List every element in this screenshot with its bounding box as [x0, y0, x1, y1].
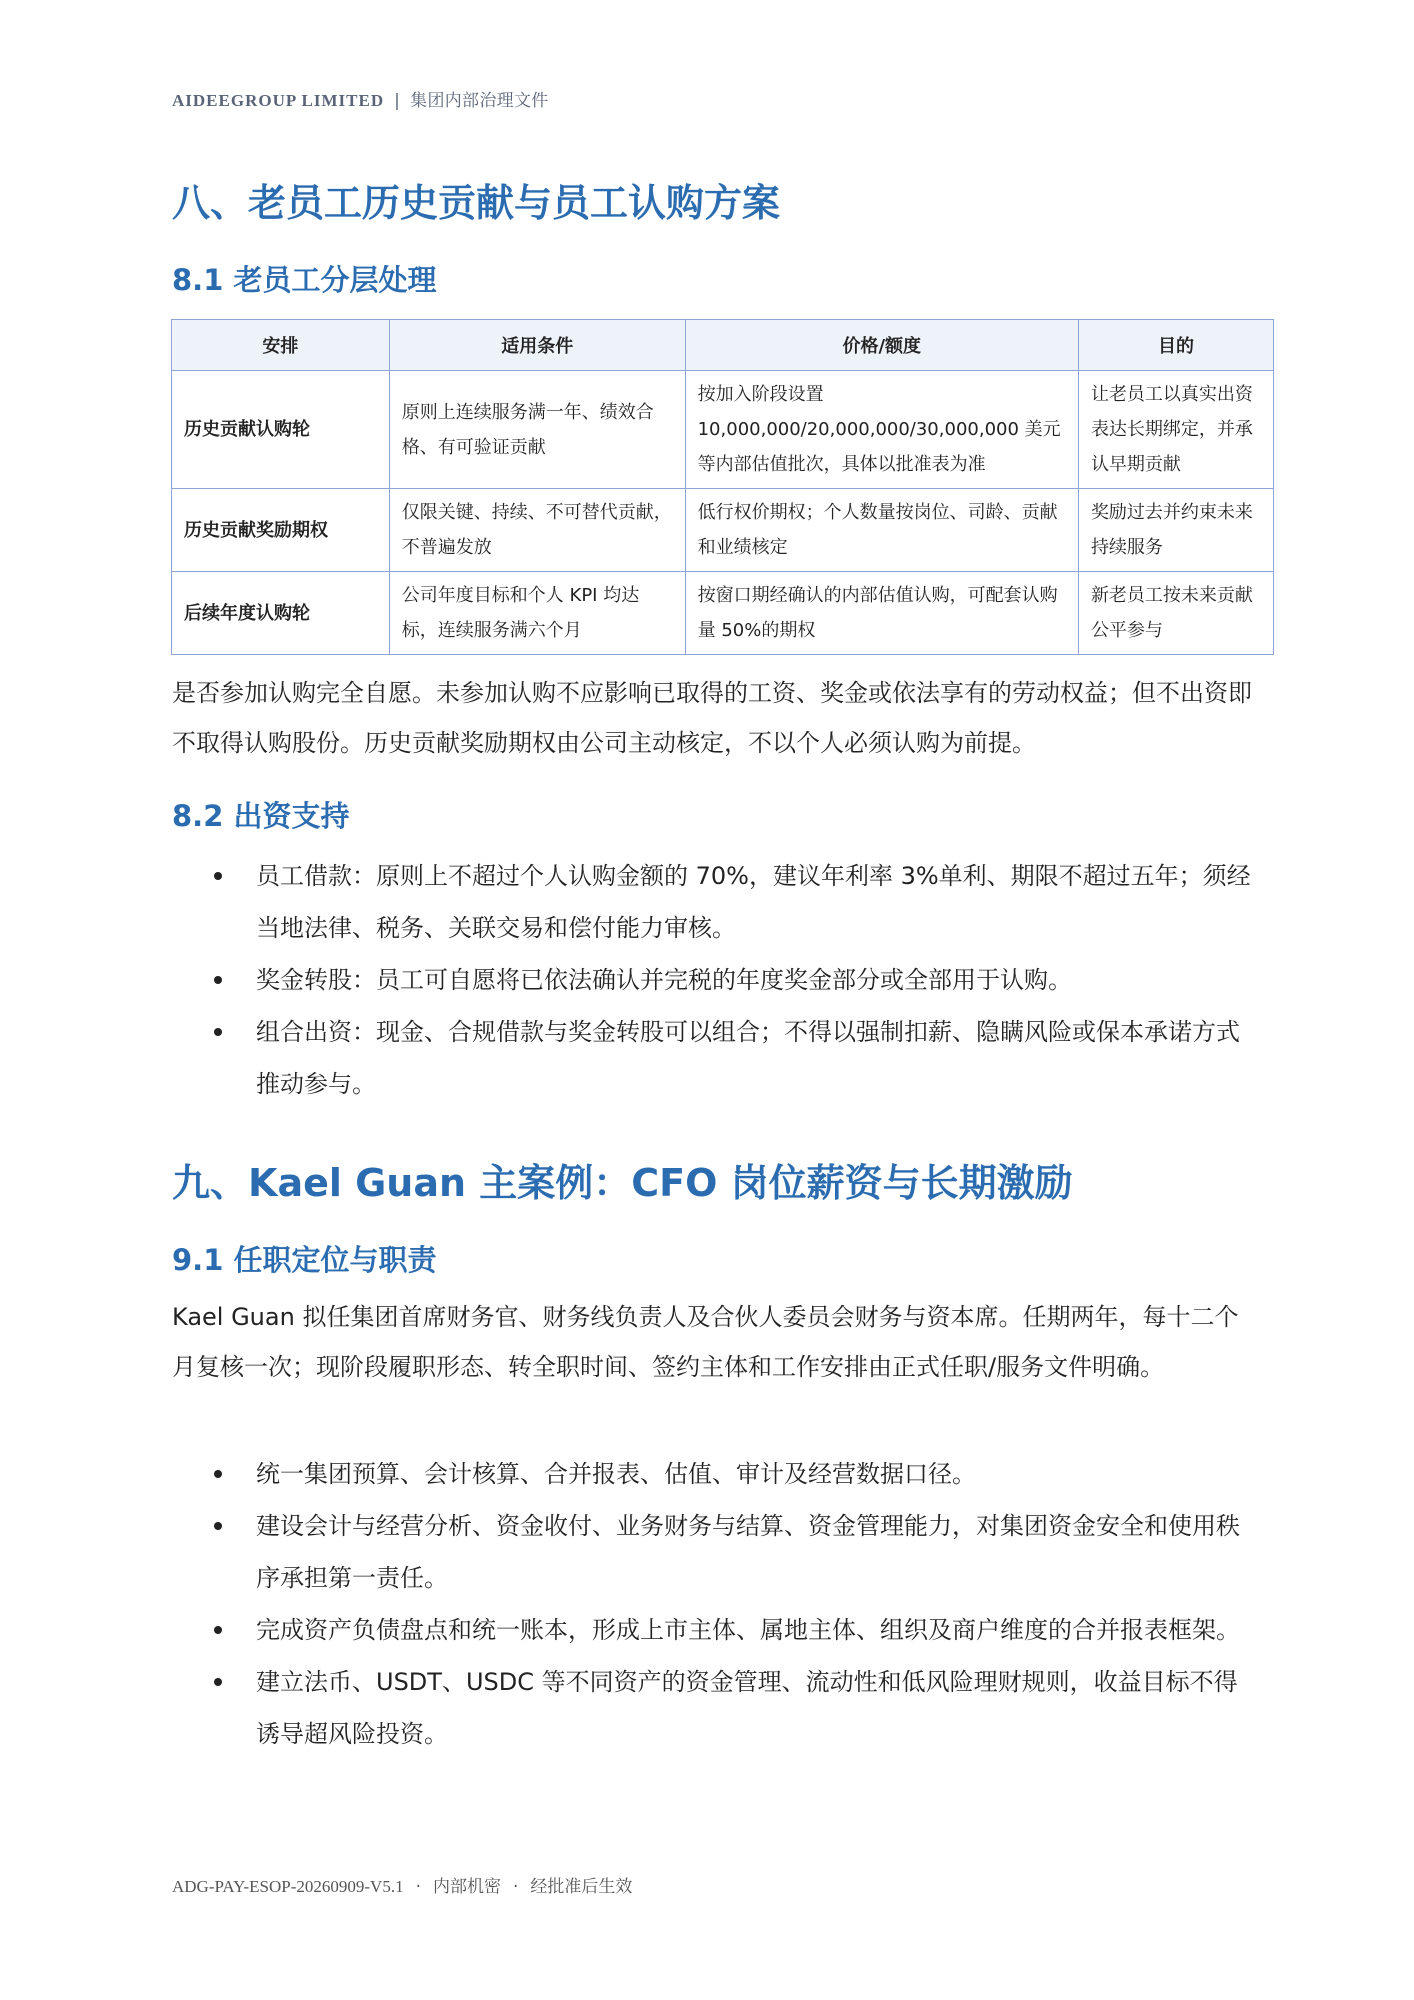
employee-layer-table — [171, 319, 1274, 655]
document-code: ADG-PAY-ESOP-20260909-V5.1 — [172, 1877, 404, 1896]
footer-separator: · — [512, 1877, 519, 1897]
table-header-cell: 适用条件 — [389, 320, 685, 371]
table-cell: 仅限关键、持续、不可替代贡献，不普遍发放 — [389, 489, 685, 572]
list-item — [172, 1500, 1252, 1604]
table-header-cell: 价格/额度 — [685, 320, 1078, 371]
header-separator: | — [394, 91, 401, 111]
effective-label: 经批准后生效 — [530, 1877, 633, 1897]
section-9-title: 九、Kael Guan 主案例：CFO 岗位薪资与长期激励 — [172, 1161, 1073, 1205]
table-cell: 历史贡献认购轮 — [172, 371, 390, 489]
table-cell: 低行权价期权；个人数量按岗位、司龄、贡献和业绩核定 — [685, 489, 1078, 572]
table-cell: 让老员工以真实出资表达长期绑定，并承认早期贡献 — [1078, 371, 1273, 489]
bullet-icon — [214, 1678, 222, 1686]
table-cell: 原则上连续服务满一年、绩效合格、有可验证贡献 — [389, 371, 685, 489]
table-cell: 后续年度认购轮 — [172, 572, 390, 655]
bullet-icon — [214, 1028, 222, 1036]
company-name: AIDEEGROUP LIMITED — [172, 91, 385, 110]
table-cell: 按加入阶段设置 10,000,000/20,000,000/30,000,000 美元等内部估值批次，具体以批准表为准 — [685, 371, 1078, 489]
doc-type: 集团内部治理文件 — [410, 91, 549, 111]
table-header-cell: 安排 — [172, 320, 390, 371]
table-cell: 公司年度目标和个人 KPI 均达标，连续服务满六个月 — [389, 572, 685, 655]
table-row — [172, 371, 1274, 489]
list-item — [172, 850, 1252, 954]
footer-separator: · — [415, 1877, 421, 1897]
table-cell: 奖励过去并约束未来持续服务 — [1078, 489, 1273, 572]
list-item-text: 建设会计与经营分析、资金收付、业务财务与结算、资金管理能力，对集团资金安全和使用秩序承担第一责任。 — [256, 1512, 1240, 1592]
bullet-icon — [214, 1470, 222, 1478]
list-item-text: 奖金转股：员工可自愿将已依法确认并完税的年度奖金部分或全部用于认购。 — [256, 966, 1072, 994]
page-footer — [172, 1872, 632, 1897]
list-item-text: 建立法币、USDT、USDC 等不同资产的资金管理、流动性和低风险理财规则，收益目标不得诱导超风险投资。 — [256, 1668, 1238, 1748]
table-header-row — [172, 320, 1274, 371]
list-item — [172, 1604, 1252, 1656]
section-8-2-title: 8.2 出资支持 — [172, 799, 350, 833]
bullet-icon — [214, 1626, 222, 1634]
bullet-icon — [214, 872, 222, 880]
section-8-1-title: 8.1 老员工分层处理 — [172, 263, 437, 297]
table-cell: 新老员工按未来贡献公平参与 — [1078, 572, 1273, 655]
list-item — [172, 1448, 1252, 1500]
participation-paragraph: 是否参加认购完全自愿。未参加认购不应影响已取得的工资、奖金或依法享有的劳动权益；但不出资即不取得认购股份。历史贡献奖励期权由公司主动核定，不以个人必须认购为前提。 — [172, 679, 1252, 757]
list-item-text: 组合出资：现金、合规借款与奖金转股可以组合；不得以强制扣薪、隐瞒风险或保本承诺方式推动参与。 — [256, 1018, 1240, 1098]
table-cell: 按窗口期经确认的内部估值认购，可配套认购量 50%的期权 — [685, 572, 1078, 655]
list-item-text: 员工借款：原则上不超过个人认购金额的 70%，建议年利率 3%单利、期限不超过五年；须经当地法律、税务、关联交易和偿付能力审核。 — [256, 862, 1251, 942]
section-9-1-title: 9.1 任职定位与职责 — [172, 1243, 437, 1277]
table-row — [172, 489, 1274, 572]
bullet-icon — [214, 1522, 222, 1530]
list-item-text: 完成资产负债盘点和统一账本，形成上市主体、属地主体、组织及商户维度的合并报表框架。 — [256, 1616, 1240, 1644]
table-cell: 历史贡献奖励期权 — [172, 489, 390, 572]
confidential-label: 内部机密 — [432, 1877, 501, 1897]
list-item — [172, 1006, 1252, 1110]
bullet-icon — [214, 976, 222, 984]
list-item — [172, 954, 1252, 1006]
funding-support-list — [172, 850, 1252, 1110]
list-item-text: 统一集团预算、会计核算、合并报表、估值、审计及经营数据口径。 — [256, 1460, 976, 1488]
table-row — [172, 572, 1274, 655]
section-8-title: 八、老员工历史贡献与员工认购方案 — [172, 181, 781, 225]
page-header — [172, 86, 549, 111]
table-header-cell: 目的 — [1078, 320, 1273, 371]
list-item — [172, 1656, 1252, 1760]
cfo-role-paragraph: Kael Guan 拟任集团首席财务官、财务线负责人及合伙人委员会财务与资本席。任期两年，每十二个月复核一次；现阶段履职形态、转全职时间、签约主体和工作安排由正式任职/服务文件明确。 — [172, 1303, 1239, 1381]
cfo-duties-list — [172, 1448, 1252, 1760]
